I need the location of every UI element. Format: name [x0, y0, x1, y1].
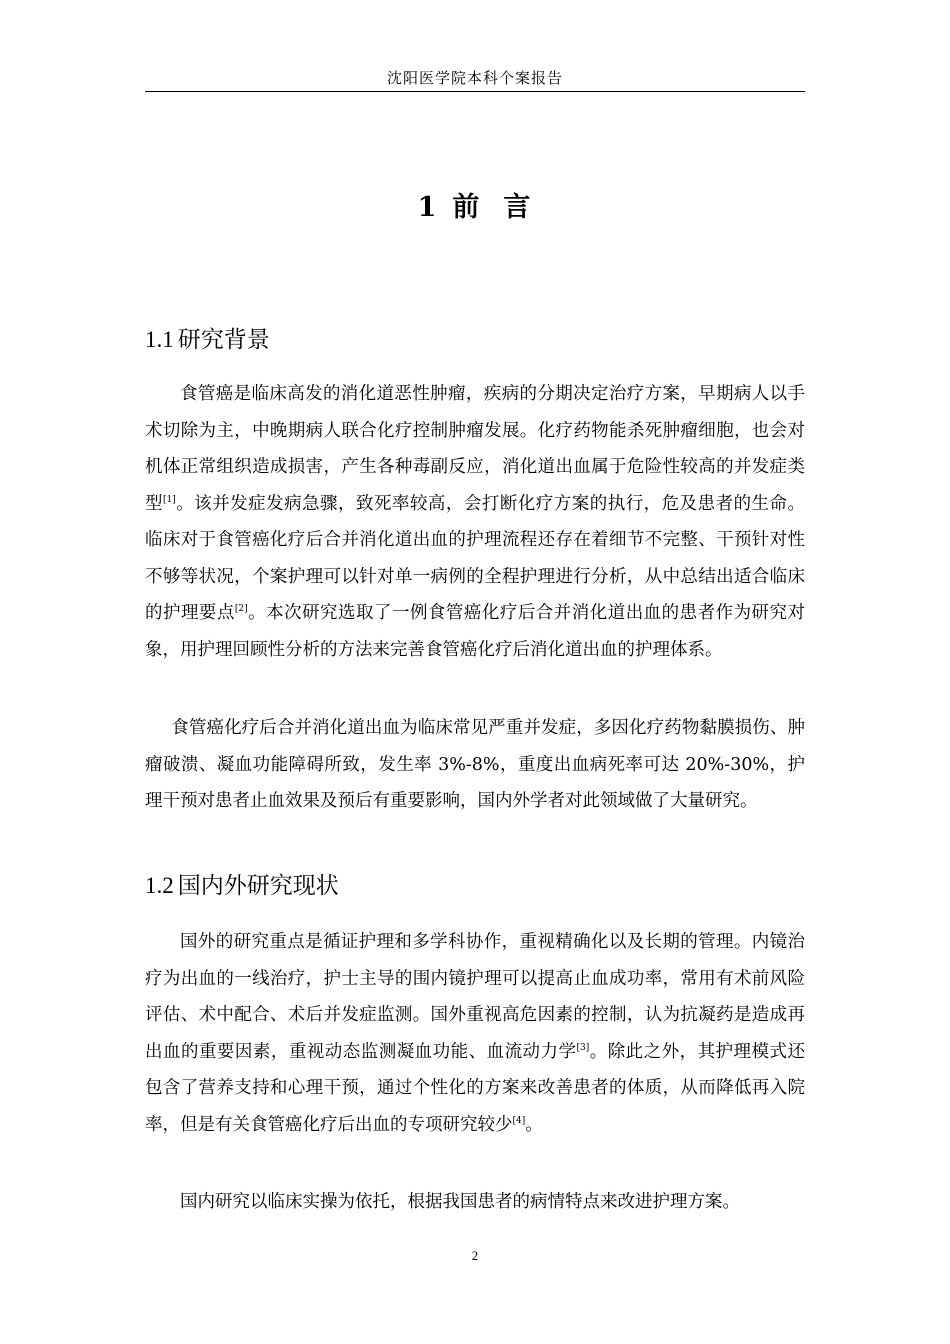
- paragraph-text: 国外的研究重点是循证护理和多学科协作，重视精确化以及长期的管理。内镜治疗为出血的一线治疗，护士主导的围内镜护理可以提高止血成功率，常用有术前风险评估、术中配合、术后并发症监测。国外重视高危因素的控制，认为抗凝药是造成再出血的重要因素，重视动态监测凝血功能、血流动力学: [145, 932, 805, 1062]
- citation: [4]: [512, 1115, 526, 1126]
- paragraph-text: 。: [525, 1114, 543, 1135]
- section-heading-1-2: [145, 870, 805, 902]
- chapter-title: [145, 190, 805, 226]
- section-number: 1.1: [145, 327, 174, 352]
- paragraph-text: 。除此之外，其护理模式还包含了营养支持和心理干预，通过个性化的方案来改善患者的体质，从而降低再入院率，但是有关食管癌化疗后出血的专项研究较少: [145, 1041, 805, 1135]
- citation: [1]: [162, 494, 176, 505]
- header-rule: [145, 91, 805, 92]
- section-title: 国内外研究现状: [177, 873, 339, 899]
- citation: [3]: [576, 1042, 590, 1053]
- paragraph-1-2-b: 国内研究以临床实操为依托，根据我国患者的病情特点来改进护理方案。: [180, 1192, 740, 1212]
- chapter-title-part2: 言: [503, 192, 533, 223]
- running-header: 沈阳医学院本科个案报告: [386, 69, 563, 87]
- paragraph-1-2-a: [145, 924, 805, 1143]
- paragraph-1-1-a: [145, 376, 805, 668]
- section-number: 1.2: [145, 873, 174, 898]
- paragraph-1-1-b: 食管癌化疗后合并消化道出血为临床常见严重并发症，多因化疗药物黏膜损伤、肿瘤破溃、凝血功能障碍所致，发生率 3%-8%，重度出血病死率可达 20%-30%，护理干预对患者止血效果及预后有重要影响，国内外学者对此领域做了大量研究。: [145, 718, 805, 811]
- paragraph-text: 食管癌是临床高发的消化道恶性肿瘤，疾病的分期决定治疗方案，早期病人以手术切除为主，中晚期病人联合化疗控制肿瘤发展。化疗药物能杀死肿瘤细胞，也会对机体正常组织造成损害，产生各种毒副反应，消化道出血属于危险性较高的并发症类型: [145, 384, 805, 514]
- chapter-number: 1: [417, 192, 439, 223]
- citation: [2]: [234, 604, 248, 615]
- paragraph-text: 。本次研究选取了一例食管癌化疗后合并消化道出血的患者作为研究对象，用护理回顾性分析的方法来完善食管癌化疗后消化道出血的护理体系。: [145, 603, 806, 660]
- section-heading-1-1: [145, 324, 805, 356]
- chapter-title-part1: 前: [452, 192, 482, 223]
- paragraph-text: 。该并发症发病急骤，致死率较高，会打断化疗方案的执行，危及患者的生命。临床对于食管癌化疗后合并消化道出血的护理流程还存在着细节不完整、干预针对性不够等状况，个案护理可以针对单一病例的全程护理进行分析，从中总结出适合临床的护理要点: [145, 493, 806, 623]
- section-title: 研究背景: [177, 327, 270, 353]
- page-number: 2: [471, 1248, 479, 1263]
